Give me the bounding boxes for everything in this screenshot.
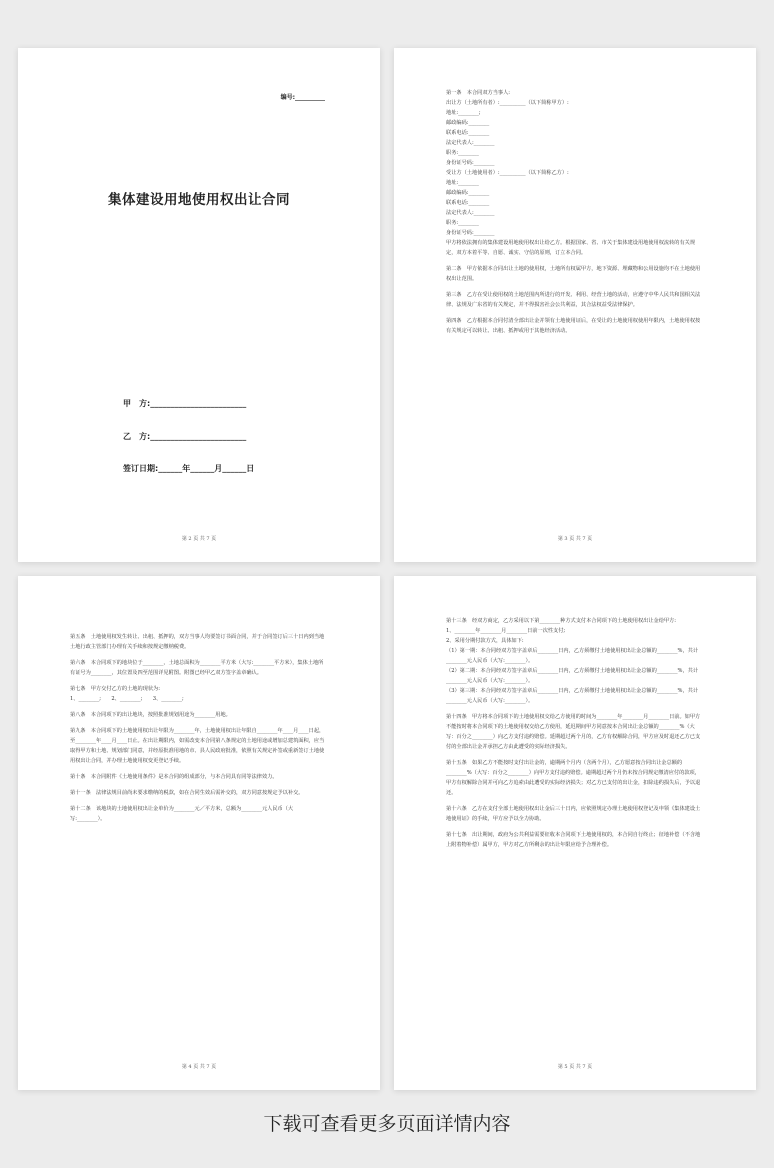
article-line: 地址:________ — [446, 180, 479, 186]
article-line: （3）第三期：本合同经双方签字盖章后________日内，乙方须缴付土地使用权出让金总额的________%，共计________元人民币（大写:________）。 — [446, 688, 699, 704]
article-line: 1、________年________月________日前一次性支付; — [446, 628, 566, 634]
article-line: 出让方（土地所有者）:__________（以下简称甲方）: — [446, 100, 569, 106]
article-paragraph: 第十四条 甲方将本合同项下的土地使用权交给乙方使用的时间为________年________月________日前。如甲方不能按时将本合同项下的土地使用权交给乙方使用，延迟期间甲方同意按本合同出让金总额的________%（大写：百分之________）向乙方支付违约赔偿。延期超过两个月的，乙方有权解除合同，甲方应及时退还乙方已支付的全部出让金并承担乙方由此遭受的实际经济损失。 — [446, 714, 701, 750]
signing-date-line: 签订日期:______年______月______日 — [123, 464, 255, 473]
article-line: 法定代表人:________ — [446, 210, 495, 216]
article-line: 邮政编码:________ — [446, 190, 490, 196]
article-line: 2、采用分期付款方式，具体如下: — [446, 638, 524, 644]
party-a-line: 甲 方:________________________ — [123, 399, 247, 408]
article-line: 职务:________ — [446, 150, 479, 156]
page-body — [446, 88, 704, 336]
article-paragraph: 第九条 本合同项下的土地使用权出让年限为________年，土地使用权出让年限自________年____月____日起，至________年____月____日止。在出让期限内，如需改变本合同第八条规定的土地用途或增加总建筑面积，应当取得甲方和土地、规划部门同意，并经原批准用地的市、县人民政府批准，依照有关规定补签或重新签订土地使用权出让合同，并办理土地使用权变更登记手续。 — [70, 728, 325, 764]
article-paragraph: 第三条 乙方在受让使用权的土地范围内所进行的开发、利用、经营土地的活动，应遵守中华人民共和国相关法律、法规及广东省的有关规定，并不得损害社会公共利益，其合法权益受法律保护。 — [446, 292, 701, 308]
article-paragraph: 第五条 土地使用权发生转让、出租、抵押的，双方当事人均要签订书面合同，并于合同签订后三十日内到当地土地行政主管部门办理有关手续和按规定缴纳税费。 — [70, 634, 325, 650]
page-body — [70, 632, 328, 824]
article-line: （2）第二期：本合同经双方签字盖章后________日内，乙方须缴付土地使用权出让金总额的________%，共计________元人民币（大写:________）。 — [446, 668, 699, 684]
article-line: 身份证号码:________ — [446, 160, 495, 166]
article-line: 地址:________; — [446, 110, 481, 116]
article-line: 联系电话:________ — [446, 200, 490, 206]
page-number: 第 5 页 共 7 页 — [557, 1064, 593, 1070]
article-paragraph: 第十七条 出让期间，政府为公共利益需要征收本合同项下土地使用权的，本合同自行终止；征地补偿（不含地上附着物补偿）属甲方，甲方对乙方所剩余的出让年限应给予合理补偿。 — [446, 832, 701, 848]
article-line: 职务:________ — [446, 220, 479, 226]
page-number: 第 2 页 共 7 页 — [181, 536, 217, 542]
article-paragraph: 第十条 本合同附件《土地使用条件》是本合同的组成部分，与本合同具有同等法律效力。 — [70, 774, 278, 780]
article-paragraph: 第六条 本合同项下的地块位于________，土地总面积为________平方米（大写:________平方米），集体土地所有证号为________，其位置及四至范围详见附图。附图已经甲乙双方签字盖章确认。 — [70, 660, 324, 676]
article-line: （1）第一期：本合同经双方签字盖章后________日内，乙方须缴付土地使用权出让金总额的________%，共计________元人民币（大写:________）。 — [446, 648, 699, 664]
article-paragraph: 第八条 本合同项下的出让地块，按照批准规划用途为________用地。 — [70, 712, 231, 718]
article-paragraph: 第七条 甲方交付乙方的土地的现状为: — [70, 686, 160, 692]
document-page-3 — [394, 48, 756, 562]
article-paragraph: 第十五条 如果乙方不能按时支付出让金的，逾期两个月内（含两个月），乙方愿意按合同出让金总额的________%（大写：百分之________）向甲方支付违约赔偿。逾期超过两个月仍未按合同规定缴清应付的款项，甲方有权解除合同并可向乙方追索由此遭受的实际经济损失；对乙方已支付的出让金，扣除违约损失后，予以退还。 — [446, 760, 701, 796]
document-page-5 — [394, 576, 756, 1090]
article-paragraph: 第十三条 经双方商定，乙方采用以下第________种方式支付本合同项下的土地使用权出让金给甲方: — [446, 618, 676, 624]
contract-number: 编号:__________ — [280, 94, 325, 101]
article-line: 联系电话:________ — [446, 130, 490, 136]
page-number: 第 4 页 共 7 页 — [181, 1064, 217, 1070]
article-line: 第一条 本合同双方当事人: — [446, 90, 510, 96]
article-paragraph: 第十六条 乙方在支付全部土地使用权出让金后三十日内，应依照规定办理土地使用权登记及申领《集体建设土地使用证》的手续，甲方应予以全力协助。 — [446, 806, 701, 822]
page-body — [446, 616, 704, 850]
article-line: 身份证号码:________ — [446, 230, 495, 236]
article-paragraph: 第二条 甲方依据本合同出让土地的使用权，土地所有权属甲方，地下资源、埋藏物和公用设施均不在土地使用权出让范围。 — [446, 266, 701, 282]
article-paragraph: 第十一条 法律法规目前尚未要求缴纳的税款，如在合同生效后需补交的，双方同意按规定予以补交。 — [70, 790, 304, 796]
article-line: 邮政编码:________ — [446, 120, 490, 126]
article-paragraph: 第四条 乙方根据本合同付清全部出让金并领有土地使用证后，在受让的土地使用权使用年限内，土地使用权按有关规定可以转让、出租、抵押或用于其他经济活动。 — [446, 318, 701, 334]
page-number: 第 3 页 共 7 页 — [557, 536, 593, 542]
download-caption: 下载可查看更多页面详情内容 — [263, 1113, 511, 1135]
document-page-4 — [18, 576, 380, 1090]
article-line: 法定代表人:________ — [446, 140, 495, 146]
article-paragraph: 第十二条 该地块的土地使用权出让金单价为________元／平方米，总额为________元人民币（大写:________）。 — [70, 806, 294, 822]
document-title: 集体建设用地使用权出让合同 — [108, 192, 290, 208]
article-paragraph: 甲方将依法拥有的集体建设用地使用权出让给乙方。根据国家、省、市关于集体建设用地使用权流转的有关规定，双方本着平等、自愿、诚实、守信的原则，订立本合同。 — [446, 240, 696, 256]
article-line: 1、________; 2、________; 3、________; — [70, 696, 184, 702]
document-page-2 — [18, 48, 380, 562]
party-b-line: 乙 方:________________________ — [123, 432, 247, 441]
article-line: 受让方（土地使用者）:__________（以下简称乙方）: — [446, 170, 569, 176]
